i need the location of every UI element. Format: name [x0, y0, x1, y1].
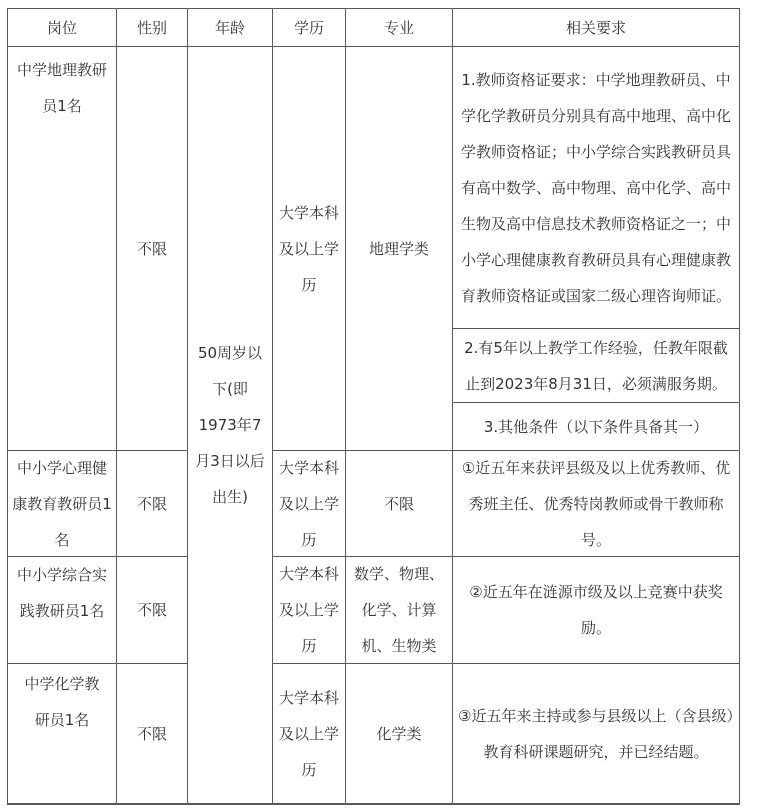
header-gender: 性别 — [136, 18, 167, 37]
major-cell: 数学、物理、化学、计算机、生物类 — [353, 565, 444, 655]
education-cell: 大学本科及以上学历 — [278, 688, 339, 779]
header-requirements: 相关要求 — [565, 18, 626, 37]
requirement-certificate: 1.教师资格证要求：中学地理教研员、中学化学教研员分别具有高中地理、高中化学教师资格证；中小学综合实践教研员具有高中数学、高中物理、高中化学、高中生物及高中信息技术教师资格证之一；中小学心理健康教育教研员具有心理健康教育教师资格证或国家二级心理咨询师证。 — [460, 70, 731, 305]
education-cell: 大学本科及以上学历 — [278, 565, 339, 655]
header-education: 学历 — [293, 18, 324, 37]
position-cell: 中学地理教研员1名 — [16, 61, 107, 115]
education-cell: 大学本科及以上学历 — [278, 458, 339, 549]
major-cell: 不限 — [383, 494, 414, 513]
gender-cell: 不限 — [136, 494, 167, 513]
header-major: 专业 — [383, 18, 414, 37]
position-cell: 中小学心理健康教育教研员1名 — [12, 458, 112, 549]
position-cell: 中学化学教研员1名 — [24, 675, 100, 729]
header-age: 年龄 — [214, 18, 245, 37]
position-cell: 中小学综合实践教研员1名 — [16, 566, 107, 620]
condition-1: ①近五年来获评县级及以上优秀教师、优秀班主任、优秀特岗教师或骨干教师称号。 — [461, 458, 731, 549]
age-cell: 50周岁以下(即1973年7月3日以后出生) — [195, 344, 265, 506]
header-position: 岗位 — [46, 18, 77, 37]
table-border-right — [739, 8, 740, 805]
gender-cell: 不限 — [136, 724, 167, 743]
condition-2: ②近五年在涟源市级及以上竞赛中获奖励。 — [469, 583, 723, 637]
requirement-other: 3.其他条件（以下条件具备其一） — [483, 417, 709, 436]
gender-cell: 不限 — [136, 239, 167, 258]
condition-3: ③近五年来主持或参与县级以上（含县级）教育科研课题研究，并已经结题。 — [458, 706, 734, 761]
requirement-experience: 2.有5年以上教学工作经验，任教年限截止到2023年8月31日，必须满服务期。 — [464, 338, 728, 393]
education-cell: 大学本科及以上学历 — [278, 203, 339, 294]
major-cell: 地理学类 — [368, 239, 429, 258]
gender-cell: 不限 — [136, 601, 167, 619]
major-cell: 化学类 — [376, 724, 422, 743]
